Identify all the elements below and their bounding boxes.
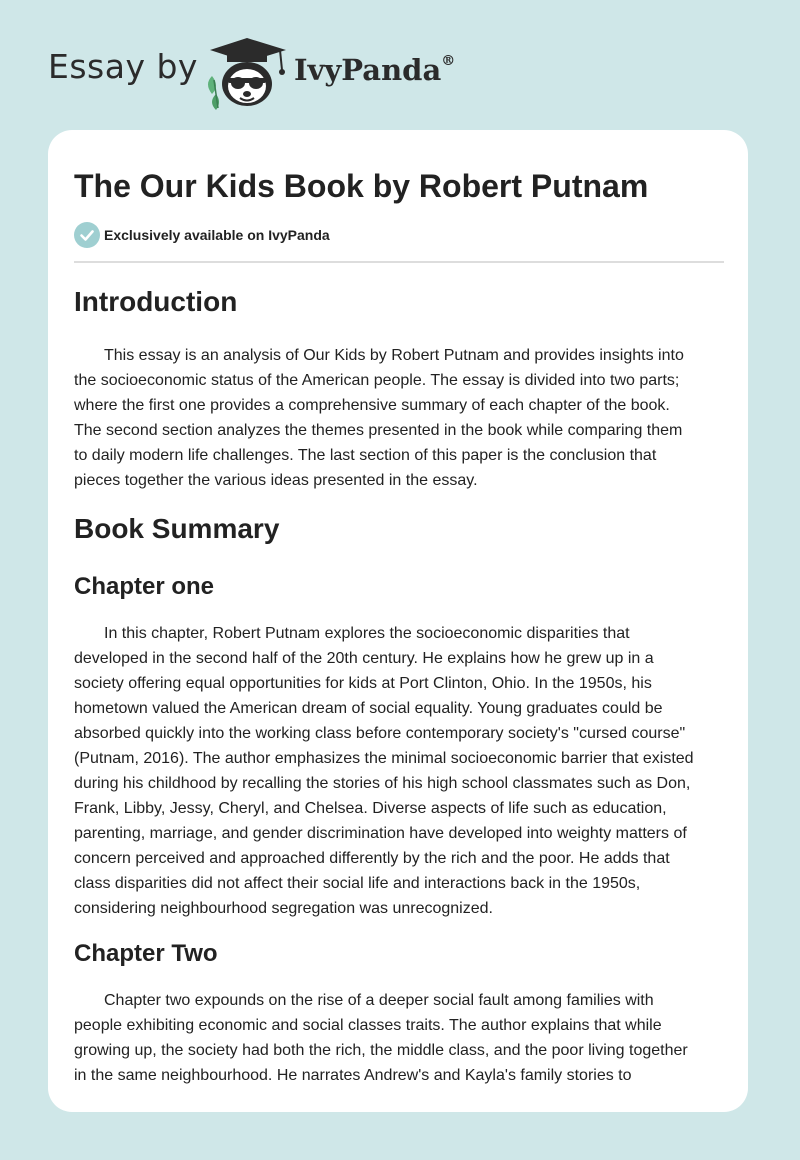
text-line: developed in the second half of the 20th century. He explains how he grew up in a	[74, 650, 654, 667]
brand-prefix: Essay by	[48, 47, 198, 86]
text-line: class disparities did not affect their social life and interactions back in the 1950s,	[74, 875, 641, 892]
text-line: growing up, the society had both the rich, the middle class, and the poor living together	[74, 1042, 688, 1059]
paragraph-chapter-one	[74, 621, 724, 921]
site-header	[0, 0, 800, 130]
heading-chapter-two: Chapter Two	[74, 940, 218, 967]
heading-introduction: Introduction	[74, 286, 238, 317]
check-circle-icon	[74, 222, 100, 248]
text-line: concern perceived and approached differently by the rich and the poor. He adds that	[74, 850, 670, 867]
heading-chapter-one: Chapter one	[74, 573, 215, 600]
panda-graduate-logo-icon[interactable]	[200, 36, 295, 111]
text-line: considering neighbourhood segregation was unrecognized.	[74, 900, 493, 917]
essay-card	[48, 130, 748, 1112]
paragraph-chapter-two	[74, 988, 724, 1088]
exclusive-badge-label: Exclusively available on IvyPanda	[104, 227, 330, 243]
text-line: Frank, Libby, Jessy, Cheryl, and Chelsea. Diverse aspects of life such as education,	[74, 800, 667, 817]
text-line: the socioeconomic status of the American people. The essay is divided into two parts;	[74, 372, 680, 389]
brand-name-text: IvyPanda	[294, 53, 442, 87]
text-line: pieces together the various ideas presented in the essay.	[74, 472, 478, 489]
text-line: parenting, marriage, and gender discrimination have developed into weighty matters of	[74, 825, 687, 842]
text-line: (Putnam, 2016). The author emphasizes the minimal socioeconomic barrier that existed	[74, 750, 694, 767]
text-line: during his childhood by recalling the stories of his high school classmates such as Don,	[74, 775, 691, 792]
text-line: in the same neighbourhood. He narrates Andrew's and Kayla's family stories to	[74, 1067, 632, 1084]
title-divider	[74, 261, 724, 263]
text-line: The second section analyzes the themes presented in the book while comparing them	[74, 422, 683, 439]
heading-book-summary: Book Summary	[74, 513, 280, 544]
text-line: This essay is an analysis of Our Kids by Robert Putnam and provides insights into	[104, 347, 684, 364]
text-line: society offering equal opportunities for kids at Port Clinton, Ohio. In the 1950s, his	[74, 675, 652, 692]
text-line: In this chapter, Robert Putnam explores the socioeconomic disparities that	[104, 625, 630, 642]
paragraph-introduction	[74, 343, 724, 493]
registered-mark: ®	[441, 53, 456, 69]
essay-title: The Our Kids Book by Robert Putnam	[74, 168, 649, 204]
text-line: Chapter two expounds on the rise of a deeper social fault among families with	[104, 992, 654, 1009]
text-line: where the first one provides a comprehensive summary of each chapter of the book.	[74, 397, 670, 414]
exclusive-badge	[74, 222, 330, 248]
text-line: absorbed quickly into the working class before contemporary society's "cursed course"	[74, 725, 686, 742]
text-line: people exhibiting economic and social classes traits. The author explains that while	[74, 1017, 662, 1034]
text-line: to daily modern life challenges. The last section of this paper is the conclusion that	[74, 447, 657, 464]
brand-name[interactable]	[294, 53, 456, 87]
text-line: hometown valued the American dream of social equality. Young graduates could be	[74, 700, 663, 717]
